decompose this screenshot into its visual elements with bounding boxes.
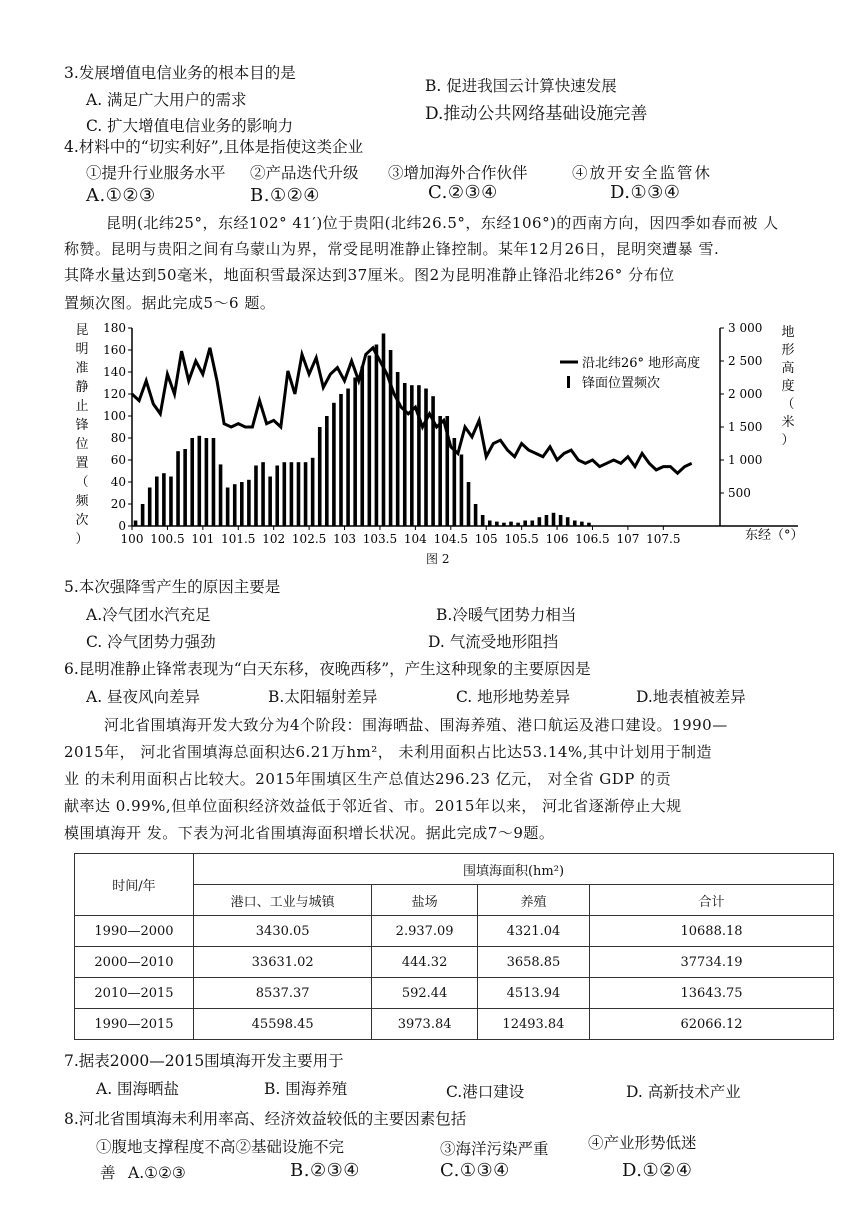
axis-label-char: 静 (75, 380, 89, 395)
frequency-bar (573, 521, 577, 527)
passage2-line-2: 2015年， 河北省围填海总面积达6.21万hm²， 未利用面积占比达53.14%,其中计划用于制造 (64, 743, 712, 761)
axis-label-char: 高 (781, 361, 795, 376)
x-tick-label: 107 (616, 532, 640, 546)
frequency-bar (474, 504, 478, 526)
q7-stem: 7.据表2000—2015围填海开发主要用于 (64, 1052, 344, 1070)
frequency-bar (162, 473, 166, 526)
axis-label-char: 次 (75, 513, 89, 528)
frequency-bar (403, 383, 407, 526)
axis-label-char: ） (75, 532, 89, 547)
left-tick-label: 160 (103, 343, 126, 357)
frequency-bar (460, 455, 464, 527)
frequency-bar (318, 427, 322, 526)
q6-stem: 6.昆明准静止锋常表现为“白天东移，夜晚西移”，产生这种现象的主要原因是 (64, 660, 591, 678)
table-row (75, 947, 834, 978)
frequency-bar (332, 403, 336, 526)
frequency-bar (424, 389, 428, 527)
x-tick-label: 106 (545, 532, 569, 546)
axis-label-char: （ (781, 397, 795, 412)
frequency-bar (233, 484, 237, 526)
q8-option-a: A.①②③ (128, 1164, 186, 1182)
table-cell: 2000—2010 (75, 947, 194, 978)
table-cell: 2010—2015 (75, 978, 194, 1009)
x-tick-label: 106.5 (575, 532, 610, 546)
table-time-header: 时间/年 (75, 854, 194, 916)
passage2-line-3: 业 的未利用面积占比较大。2015年围填区生产总值达296.23 亿元， 对全省 GDP 的贡 (64, 770, 672, 788)
table-row (75, 978, 834, 1009)
frequency-bar (545, 515, 549, 526)
passage1-line-1: 昆明(北纬25°，东经102° 41′)位于贵阳(北纬26.5°，东经106°)的西南方向，因四季如春而被 人 (106, 214, 779, 232)
q8-item-3: ③海洋污染严重 (440, 1140, 549, 1158)
q8-item-1: ①腹地支撑程度不高②基础设施不完 (96, 1138, 345, 1156)
frequency-bar (275, 466, 279, 527)
axis-label-char: 昆 (75, 323, 89, 338)
frequency-bar (552, 513, 556, 526)
left-tick-label: 180 (103, 321, 126, 335)
passage1-line-3: 其降水量达到50毫米，地面积雪最深达到37厘米。图2为昆明准静止锋沿北纬26° 分布位 (64, 266, 675, 284)
frequency-bar (219, 464, 223, 526)
right-tick-label: 3 000 (728, 321, 763, 335)
table-cell: 10688.18 (590, 916, 834, 947)
passage1-line-2: 称赞。昆明与贵阳之间有乌蒙山为界，常受昆明准静止锋控制。某年12月26日，昆明突遭暴 雪. (64, 240, 720, 258)
q3-stem: 3.发展增值电信业务的根本目的是 (64, 64, 296, 82)
left-tick-label: 140 (103, 365, 126, 379)
frequency-bar (283, 462, 287, 526)
x-tick-label: 103 (333, 532, 356, 546)
q3-option-d: D.推动公共网络基础设施完善 (425, 104, 648, 124)
table-cell: 45598.45 (194, 1009, 372, 1040)
axis-label-char: （ (75, 475, 89, 490)
frequency-bar (205, 438, 209, 526)
x-tick-label: 101 (191, 532, 215, 546)
x-tick-label: 104 (403, 532, 427, 546)
q8-stem: 8.河北省围填海未利用率高、经济效益较低的主要因素包括 (64, 1110, 467, 1128)
table-group-header: 围填海面积(hm²) (194, 854, 834, 885)
q4-item-1: ①提升行业服务水平 (86, 164, 226, 182)
frequency-bar (212, 438, 216, 526)
axis-label-char: 明 (75, 342, 89, 357)
axis-label-char: ） (781, 433, 795, 448)
frequency-bar (417, 385, 421, 526)
q5-option-b: B.冷暖气团势力相当 (436, 606, 577, 624)
frequency-bar (155, 477, 159, 527)
frequency-bar (346, 389, 350, 527)
frequency-bar (240, 482, 244, 526)
table-cell: 3430.05 (194, 916, 372, 947)
frequency-bar (297, 462, 301, 526)
table-cell: 592.44 (372, 978, 478, 1009)
frequency-bar (368, 356, 372, 527)
x-tick-label: 100 (120, 532, 144, 546)
chart-legend (560, 355, 700, 391)
table-cell: 3658.85 (477, 947, 589, 978)
frequency-bar (176, 451, 180, 526)
axis-label-char: 止 (75, 399, 89, 414)
frequency-bar (559, 515, 563, 526)
frequency-bar (438, 416, 442, 526)
frequency-bar (467, 482, 471, 526)
legend-bar-swatch (567, 376, 570, 388)
table-cell: 12493.84 (477, 1009, 589, 1040)
axis-label-char: 置 (75, 456, 89, 471)
table-row (75, 916, 834, 947)
left-tick-label: 100 (103, 409, 126, 423)
table-col-port: 港口、工业与城镇 (194, 885, 372, 916)
frequency-bar (311, 458, 315, 526)
front-frequency-chart (70, 318, 810, 550)
q8-option-d: D.①②④ (622, 1160, 693, 1181)
frequency-bar (198, 436, 202, 526)
frequency-bar (375, 345, 379, 527)
q3-option-b: B. 促进我国云计算快速发展 (425, 77, 617, 95)
table-cell: 3973.84 (372, 1009, 478, 1040)
right-tick-label: 500 (728, 486, 751, 500)
table-cell: 4321.04 (477, 916, 589, 947)
q5-option-a: A.冷气团水汽充足 (86, 606, 211, 624)
q8-option-c: C.①③④ (440, 1160, 510, 1181)
q6-option-d: D.地表植被差异 (636, 688, 746, 706)
frequency-bar (134, 521, 138, 527)
frequency-bar (538, 517, 542, 526)
x-tick-label: 102 (262, 532, 286, 546)
axis-label-char: 频 (75, 494, 89, 509)
frequency-bar (148, 488, 152, 527)
frequency-bar (530, 521, 534, 527)
x-tick-label: 103.5 (362, 532, 398, 546)
table-cell: 62066.12 (590, 1009, 834, 1040)
axis-label-char: 锋 (75, 418, 89, 433)
table-cell: 444.32 (372, 947, 478, 978)
figure-caption: 图 2 (426, 552, 450, 566)
table-col-salt: 盐场 (372, 885, 478, 916)
frequency-bar (488, 521, 492, 527)
q6-option-b: B.太阳辐射差异 (268, 688, 378, 706)
left-tick-label: 60 (110, 453, 126, 467)
q8-option-b: B.②③④ (290, 1160, 360, 1181)
right-tick-label: 1 000 (728, 453, 763, 467)
x-tick-label: 107.5 (646, 532, 681, 546)
q8-item-1-continued: 善 (100, 1164, 116, 1182)
q7-option-a: A. 围海晒盐 (96, 1080, 180, 1098)
table-cell: 2.937.09 (372, 916, 478, 947)
frequency-bar (290, 462, 294, 526)
x-tick-label: 105.5 (504, 532, 539, 546)
axis-label-char: 地 (781, 325, 795, 340)
passage2-line-1: 河北省围填海开发大致分为4个阶段：围海晒盐、围海养殖、港口航运及港口建设。1990— (104, 716, 728, 734)
frequency-bar (247, 480, 251, 526)
frequency-bar (141, 504, 145, 526)
axis-label-char: 米 (781, 415, 795, 430)
q7-option-c: C.港口建设 (446, 1083, 525, 1101)
left-tick-label: 80 (110, 431, 126, 445)
q4-option-a: A.①②③ (86, 185, 156, 206)
axis-label-char: 形 (781, 343, 795, 358)
x-tick-label: 102.5 (291, 532, 327, 546)
table-col-total: 合计 (590, 885, 834, 916)
frequency-bar (261, 462, 265, 526)
reclamation-table (74, 853, 834, 1040)
frequency-bar (339, 394, 343, 526)
q6-option-a: A. 昼夜风向差异 (86, 688, 201, 706)
table-cell: 8537.37 (194, 978, 372, 1009)
q7-option-b: B. 围海养殖 (264, 1080, 348, 1098)
frequency-bar (190, 438, 194, 526)
frequency-bar (268, 477, 272, 527)
table-cell: 33631.02 (194, 947, 372, 978)
legend-bars-label: 锋面位置频次 (582, 376, 661, 391)
x-tick-label: 105 (474, 532, 498, 546)
table-row (75, 1009, 834, 1040)
x-axis-label: 东经（°） (745, 528, 804, 543)
q5-option-c: C. 冷气团势力强劲 (86, 633, 216, 651)
frequency-bar (396, 372, 400, 526)
q5-stem: 5.本次强降雪产生的原因主要是 (64, 578, 281, 596)
q7-option-d: D. 高新技术产业 (626, 1083, 741, 1101)
passage2-line-5: 模围填海开 发。下表为河北省围填海面积增长状况。据此完成7～9题。 (64, 824, 555, 842)
q6-option-c: C. 地形地势差异 (456, 688, 571, 706)
legend-terrain-label: 沿北纬26° 地形高度 (582, 356, 701, 371)
frequency-bar (566, 517, 570, 526)
frequency-bar (304, 462, 308, 526)
passage1-line-4: 置频次图。据此完成5～6 题。 (64, 294, 276, 312)
q4-item-4: ④放开安全监管休 (572, 164, 713, 182)
passage2-line-4: 献率达 0.99%,但单位面积经济效益低于邻近省、市。2015年以来， 河北省逐渐停止大规 (64, 797, 682, 815)
table-col-aquaculture: 养殖 (477, 885, 589, 916)
axis-label-char: 位 (75, 437, 89, 452)
right-tick-label: 2 000 (728, 387, 763, 401)
left-tick-label: 0 (118, 519, 126, 533)
frequency-bar (254, 466, 258, 527)
frequency-bar (523, 521, 527, 527)
q4-option-b: B.①②④ (250, 185, 320, 206)
table-cell: 1990—2000 (75, 916, 194, 947)
axis-label-char: 度 (781, 379, 795, 394)
axis-label-char: 准 (75, 361, 89, 376)
frequency-bar (325, 416, 329, 526)
q4-option-d: D.①③④ (610, 182, 681, 203)
frequency-bar (481, 515, 485, 526)
left-tick-label: 120 (103, 387, 126, 401)
q3-option-a: A. 满足广大用户的需求 (86, 91, 247, 109)
frequency-bar (410, 385, 414, 526)
left-tick-label: 20 (110, 497, 126, 511)
left-axis-label (75, 323, 89, 547)
q8-item-4: ④产业形势低迷 (588, 1134, 697, 1152)
q4-item-3: ③增加海外合作伙伴 (388, 164, 528, 182)
q4-stem: 4.材料中的“切实利好”,且体是指使这类企业 (64, 138, 364, 156)
x-tick-label: 101.5 (221, 532, 256, 546)
x-tick-label: 104.5 (433, 532, 468, 546)
frequency-bar (353, 378, 357, 527)
q3-option-c: C. 扩大增值电信业务的影响力 (86, 117, 294, 135)
x-tick-label: 100.5 (150, 532, 185, 546)
table-cell: 37734.19 (590, 947, 834, 978)
table-cell: 4513.94 (477, 978, 589, 1009)
right-axis-label (781, 324, 794, 448)
q5-option-d: D. 气流受地形阻挡 (428, 633, 559, 651)
q4-item-2: ②产品迭代升级 (250, 164, 359, 182)
q4-option-c: C.②③④ (428, 182, 498, 203)
left-tick-label: 40 (110, 475, 126, 489)
table-cell: 13643.75 (590, 978, 834, 1009)
right-tick-label: 2 500 (728, 354, 763, 368)
frequency-bar (183, 449, 187, 526)
frequency-bar (360, 367, 364, 527)
table-cell: 1990—2015 (75, 1009, 194, 1040)
frequency-bar (226, 488, 230, 527)
frequency-bar (169, 477, 173, 527)
right-tick-label: 1 500 (728, 420, 763, 434)
